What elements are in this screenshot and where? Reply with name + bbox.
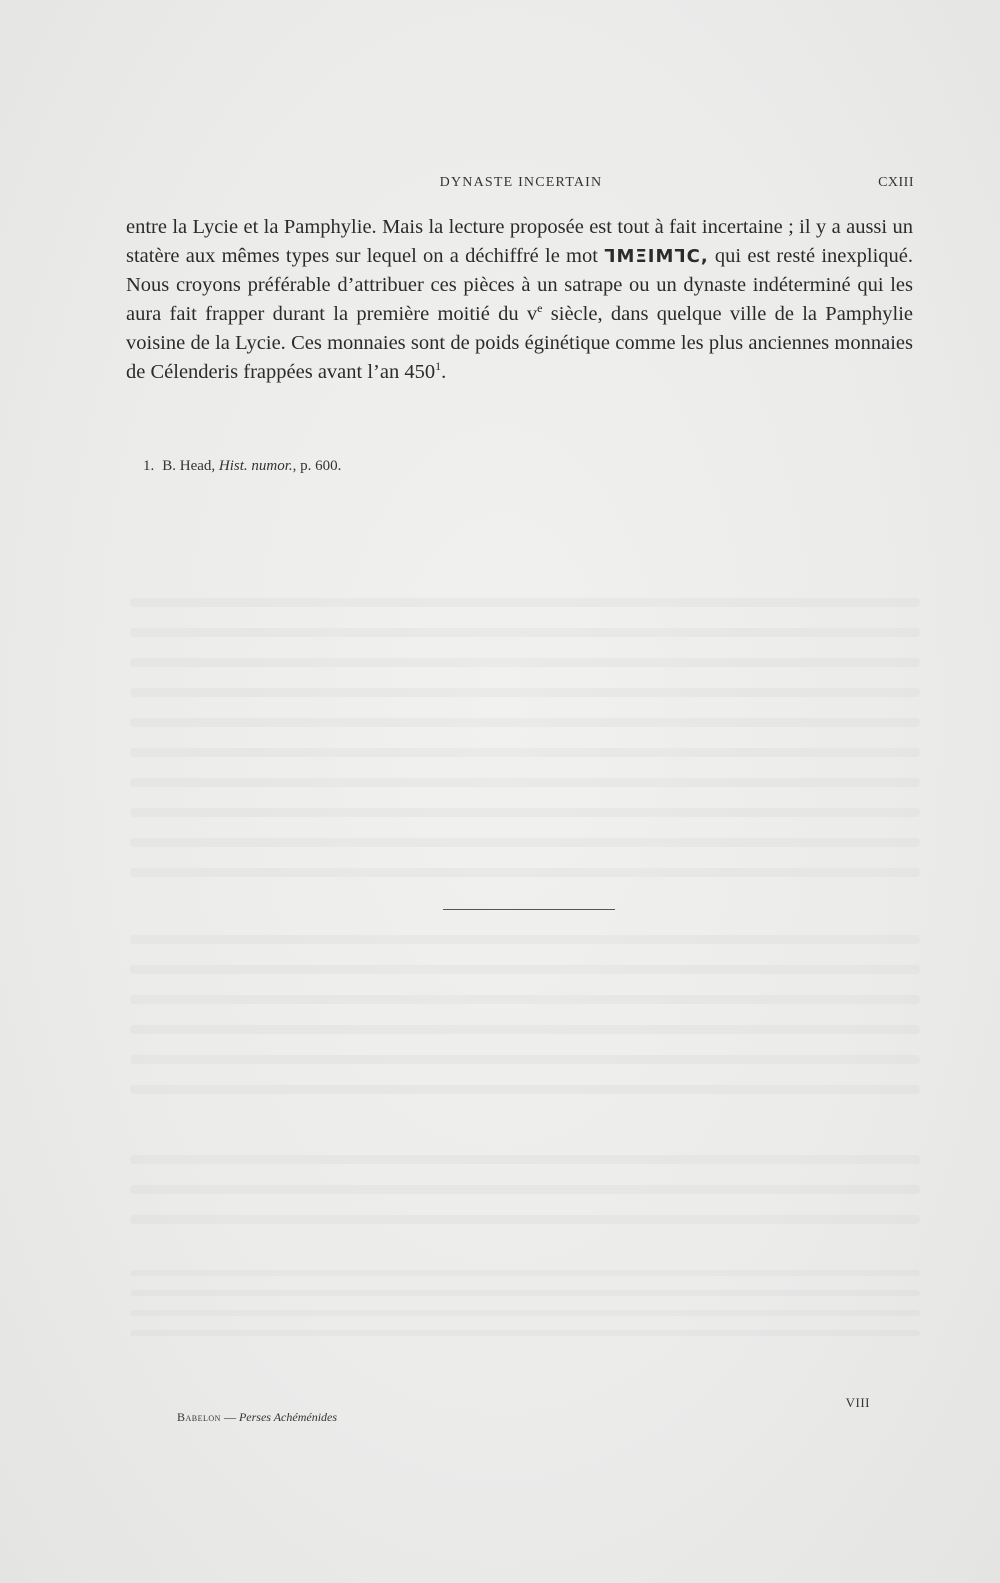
section-divider-rule xyxy=(443,909,615,910)
bleed-through-line xyxy=(130,1270,920,1276)
bleed-through-line xyxy=(130,965,920,974)
footnote-number: 1. xyxy=(143,458,155,474)
footnote-author: B. Head, xyxy=(162,458,216,474)
bleed-through-line xyxy=(130,1155,920,1164)
bleed-through-line xyxy=(130,1185,920,1194)
bleed-through-line xyxy=(130,658,920,667)
running-head xyxy=(126,175,916,197)
text-segment: entre la Lycie et la Pamphylie. Mais la lecture proposée est tout à fait incertaine ; il y a aussi un statère aux mêmes types sur lequel on a déchiffré le mot xyxy=(126,216,913,267)
text-segment: siècle, dans quelque ville de la Pamphylie voisine de la Lycie. Ces monnaies sont de poids éginétique comme les plus anciennes monnaies de Célenderis frappées avant l’an 450 xyxy=(126,303,913,383)
signature-title: Perses Achéménides xyxy=(238,1410,338,1424)
bleed-through-line xyxy=(130,1085,920,1094)
footnote-work-title: Hist. numor. xyxy=(218,458,293,474)
footnote-reference[interactable]: 1 xyxy=(435,359,442,374)
bleed-through-line xyxy=(130,628,920,637)
footnote-page: , p. 600. xyxy=(292,458,342,474)
bleed-through-line xyxy=(130,1055,920,1064)
bleed-through-line xyxy=(130,748,920,757)
bleed-through-line xyxy=(130,778,920,787)
bleed-through-line xyxy=(130,935,920,944)
signature-dash: — xyxy=(220,1410,239,1424)
bleed-through-line xyxy=(130,868,920,877)
text-segment: . xyxy=(441,361,447,383)
bleed-through-line xyxy=(130,688,920,697)
page-number: CXIII xyxy=(878,175,914,190)
printer-signature xyxy=(177,1410,337,1425)
sheet-mark: VIII xyxy=(845,1395,870,1410)
bleed-through-line xyxy=(130,598,920,607)
footnote xyxy=(143,458,341,475)
paragraph xyxy=(126,213,913,387)
running-title: DYNASTE INCERTAIN xyxy=(439,175,603,190)
bleed-through-line xyxy=(130,1215,920,1224)
signature-author: Babelon xyxy=(177,1410,221,1424)
bleed-through-line xyxy=(130,838,920,847)
bleed-through-line xyxy=(130,1290,920,1296)
lycian-inscription: ᒣMΞIMᒣC, xyxy=(604,246,709,267)
bleed-through-line xyxy=(130,718,920,727)
body-text xyxy=(126,213,913,387)
bleed-through-line xyxy=(130,808,920,817)
bleed-through-line xyxy=(130,1025,920,1034)
text-segment: qui est resté inexpliqué. Nous croyons préférable d’attribuer ces pièces à un satrape ou un dynaste indéterminé qui les aura fait frapper durant la première moitié du v xyxy=(126,245,913,325)
bleed-through-line xyxy=(130,995,920,1004)
bleed-through-line xyxy=(130,1310,920,1316)
century-superscript: e xyxy=(537,301,543,316)
bleed-through-line xyxy=(130,1330,920,1336)
